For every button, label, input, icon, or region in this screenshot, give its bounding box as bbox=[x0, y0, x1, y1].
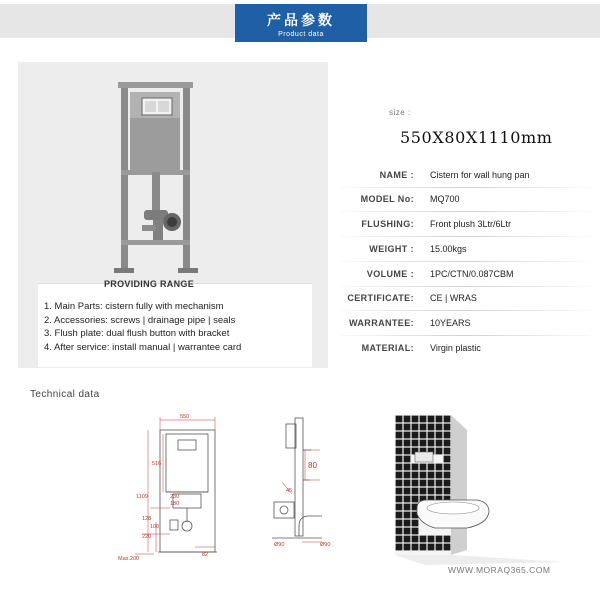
dim-diameter-right: Ø90 bbox=[320, 542, 331, 548]
spec-value: Cistern for wall hung pan bbox=[430, 170, 530, 180]
website-url: WWW.MORAQ365.COM bbox=[448, 565, 551, 575]
front-view-drawing bbox=[110, 410, 250, 565]
dim-100: 100 bbox=[150, 524, 160, 530]
dim-pipe-width: 180 bbox=[170, 501, 180, 507]
spec-value: 1PC/CTN/0.087CBM bbox=[430, 269, 514, 279]
spec-label: VOLUME : bbox=[366, 269, 414, 279]
dim-frame-height: 1109 bbox=[136, 494, 148, 500]
header-title-en: Product data bbox=[278, 31, 324, 38]
dim-diameter-left: Ø90 bbox=[274, 542, 285, 548]
dim-220: 220 bbox=[142, 534, 152, 540]
spec-value: 10YEARS bbox=[430, 318, 471, 328]
spec-value: Virgin plastic bbox=[430, 343, 481, 353]
dim-max-200: Max.200 bbox=[118, 556, 140, 562]
spec-label: MODEL No: bbox=[360, 194, 414, 204]
spec-value: Front plush 3Ltr/6Ltr bbox=[430, 219, 512, 229]
dim-82: 82 bbox=[202, 552, 209, 558]
side-view-drawing bbox=[262, 410, 342, 560]
spec-value: 15.00kgs bbox=[430, 244, 467, 254]
spec-value: MQ700 bbox=[430, 194, 460, 204]
providing-range-title: PROVIDING RANGE bbox=[104, 279, 195, 289]
spec-row-certificate bbox=[340, 287, 590, 311]
spec-value: CE | WRAS bbox=[430, 293, 477, 303]
spec-row-weight bbox=[340, 238, 590, 262]
dim-tank-height: 516 bbox=[152, 461, 162, 467]
spec-row-flushing bbox=[340, 213, 590, 237]
spec-label: NAME : bbox=[379, 170, 414, 180]
dim-width: 550 bbox=[180, 414, 190, 420]
size-value: 550X80X1110mm bbox=[400, 128, 553, 147]
providing-range-list bbox=[44, 300, 241, 354]
spec-divider bbox=[340, 236, 590, 237]
dim-angle: 45 bbox=[286, 488, 293, 494]
spec-label: WARRANTEE: bbox=[349, 318, 414, 328]
spec-divider bbox=[340, 310, 590, 311]
spec-row-warrantee bbox=[340, 312, 590, 336]
technical-data-title: Technical data bbox=[30, 389, 100, 400]
spec-divider bbox=[340, 211, 590, 212]
dim-depth: 80 bbox=[308, 461, 317, 470]
spec-divider bbox=[340, 261, 590, 262]
header-title-cn: 产品参数 bbox=[267, 13, 335, 29]
header-tab bbox=[235, 4, 367, 42]
spec-row-volume bbox=[340, 263, 590, 287]
list-item: 2. Accessories: screws | drainage pipe | seals bbox=[44, 314, 236, 326]
dim-128: 128 bbox=[142, 516, 152, 522]
list-item: 3. Flush plate: dual flush button with bracket bbox=[44, 328, 230, 339]
installation-scene-image bbox=[385, 400, 575, 565]
size-label: size : bbox=[389, 108, 411, 117]
spec-row-material bbox=[340, 337, 590, 361]
spec-label: FLUSHING: bbox=[361, 219, 414, 229]
dim-outlet-width: 230 bbox=[170, 494, 180, 500]
spec-row-model bbox=[340, 188, 590, 212]
spec-label: MATERIAL: bbox=[361, 343, 414, 353]
list-item: 4. After service: install manual | warrantee card bbox=[44, 341, 242, 353]
spec-label: CERTIFICATE: bbox=[347, 293, 414, 303]
list-item: 1. Main Parts: cistern fully with mechanism bbox=[44, 301, 224, 312]
spec-label: WEIGHT : bbox=[369, 244, 414, 254]
spec-divider bbox=[340, 335, 590, 336]
spec-row-name bbox=[340, 164, 590, 188]
